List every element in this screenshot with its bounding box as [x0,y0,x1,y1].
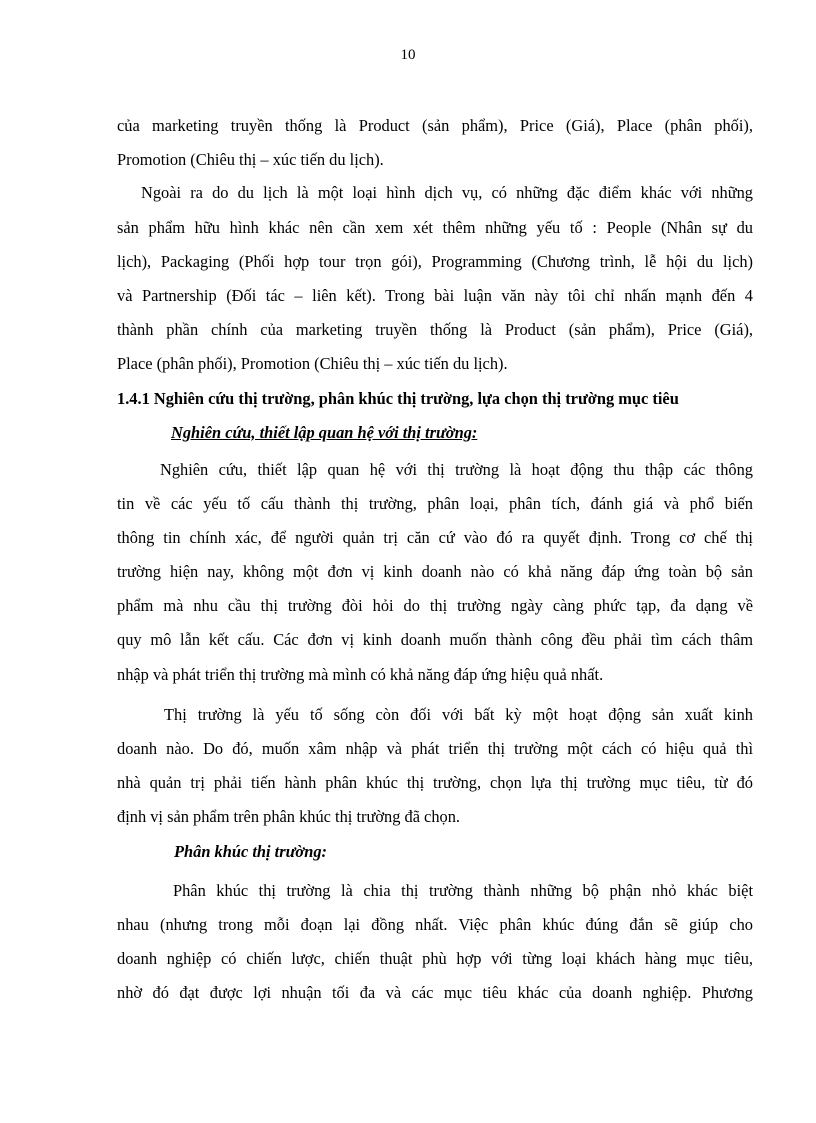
text-line: Promotion (Chiêu thị – xúc tiến du lịch). [117,150,384,170]
text-line: doanh nào. Do đó, muốn xâm nhập và phát triển thị trường một cách có hiệu quả thì [117,739,753,758]
text-line: trường hiện nay, không một đơn vị kinh doanh nào có khả năng đáp ứng toàn bộ sản [117,562,753,582]
paragraph-continuation [117,116,753,184]
text-line: quy mô lẫn kết cấu. Các đơn vị kinh doanh muốn thành công đều phải tìm cách thâm [117,630,753,650]
text-line: nhờ đó đạt được lợi nhuận tối đa và các mục tiêu khác của doanh nghiệp. Phương [117,983,753,1003]
text-line: phẩm mà nhu cầu thị trường đòi hỏi do thị trường ngày càng phức tạp, đa dạng về [117,596,753,616]
page-number: 10 [400,47,416,63]
section-heading-1-4-1: 1.4.1 Nghiên cứu thị trường, phân khúc thị trường, lựa chọn thị trường mục tiêu [117,388,679,408]
text-line: của marketing truyền thống là Product (sản phẩm), Price (Giá), Place (phân phối), [117,116,753,135]
text-line: tin về các yếu tố cấu thành thị trường, phân loại, phân tích, đánh giá và phổ biến [117,493,753,513]
paragraph-market-research [117,460,753,699]
text-line: nhà quản trị phải tiến hành phân khúc thị trường, chọn lựa thị trường mục tiêu, từ đó [117,773,753,793]
text-line: và Partnership (Đối tác – liên kết). Trong bài luận văn này tôi chỉ nhấn mạnh đến 4 [117,285,753,305]
text-line: nhau (nhưng trong mỗi đoạn lại đồng nhất. Việc phân khúc đúng đắn sẽ giúp cho [117,914,753,934]
text-line: lịch), Packaging (Phối hợp tour trọn gói), Programming (Chương trình, lễ hội du lịch) [117,251,753,271]
text-line: Place (phân phối), Promotion (Chiêu thị – xúc tiến du lịch). [117,354,508,374]
paragraph-market-importance [117,705,753,842]
text-line: sản phẩm hữu hình khác nên cần xem xét thêm những yếu tố : People (Nhân sự du [117,217,753,237]
text-line: nhập và phát triển thị trường mà mình có khả năng đáp ứng hiệu quả nhất. [117,664,604,684]
text-line: Phân khúc thị trường là chia thị trường thành những bộ phận nhỏ khác biệt [173,880,753,900]
paragraph-market-segmentation [117,881,753,1018]
text-line: định vị sản phẩm trên phân khúc thị trường đã chọn. [117,807,461,827]
subheading-text: Nghiên cứu, thiết lập quan hệ với thị trường: [171,422,478,442]
subheading-market-segmentation: Phân khúc thị trường: [174,841,327,861]
subheading-market-research [117,423,753,460]
page-body [117,116,753,1017]
text-line: thông tin chính xác, để người quản trị căn cứ vào đó ra quyết định. Trong cơ chế thị [117,527,753,547]
text-line: Ngoài ra do du lịch là một loại hình dịch vụ, có những đặc điểm khác với những [141,183,753,203]
paragraph-additional-elements [117,183,753,388]
text-line: doanh nghiệp có chiến lược, chiến thuật phù hợp với từng loại khách hàng mục tiêu, [117,948,753,968]
text-line: Nghiên cứu, thiết lập quan hệ với thị trường là hoạt động thu thập các thông [160,459,753,479]
text-line: thành phần chính của marketing truyền thống là Product (sản phẩm), Price (Giá), [117,320,753,340]
text-line: Thị trường là yếu tố sống còn đối với bất kỳ một hoạt động sản xuất kinh [164,704,753,724]
